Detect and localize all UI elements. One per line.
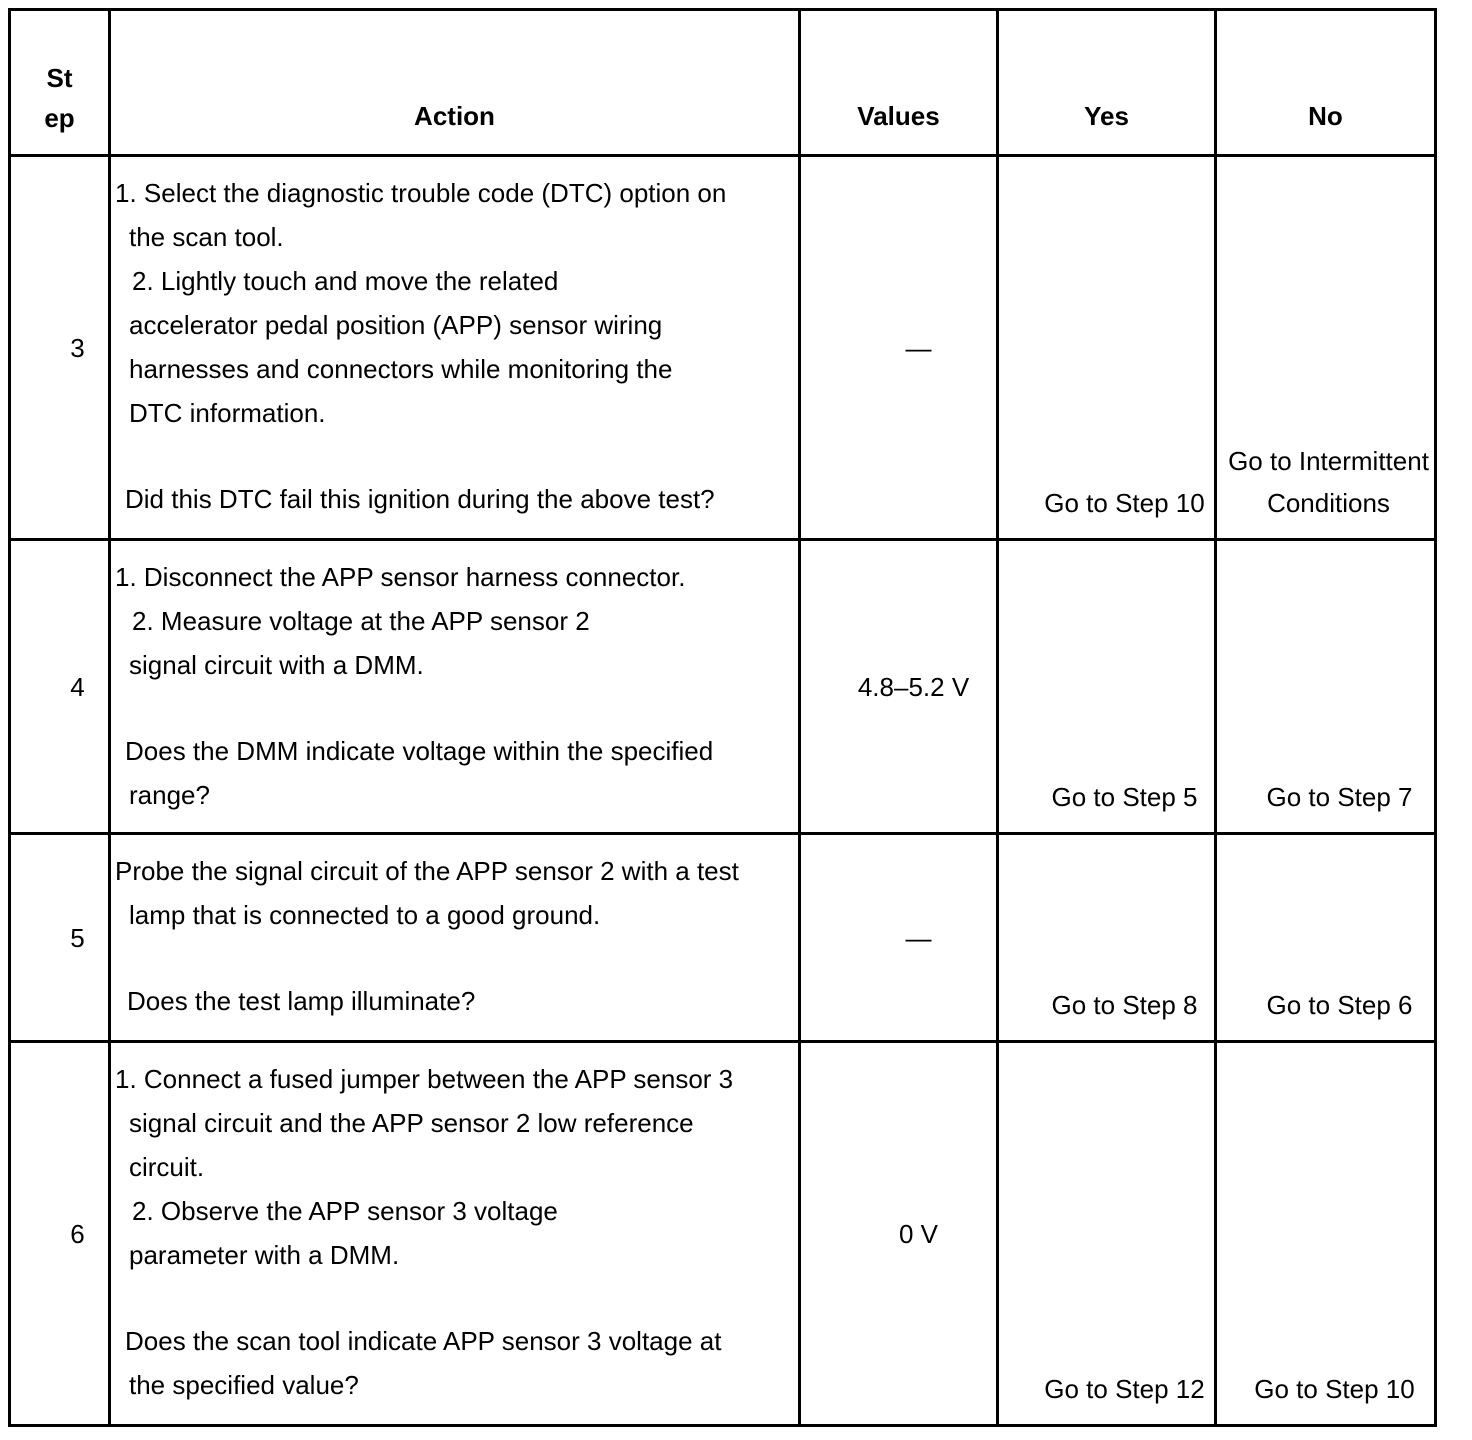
step-number: 4 [10, 540, 110, 834]
spacer [115, 1277, 798, 1319]
header-yes: Yes [998, 10, 1216, 156]
header-action: Action [110, 10, 800, 156]
action-question: Does the DMM indicate voltage within the specified [125, 736, 714, 766]
action-question: Did this DTC fail this ignition during the above test? [125, 484, 715, 514]
yes-cell: Go to Step 5 [998, 540, 1216, 834]
action-line: Probe the signal circuit of the APP sensor 2 with a test [115, 856, 739, 886]
action-cell [110, 156, 800, 540]
action-line: lamp that is connected to a good ground. [129, 900, 601, 930]
table-row-step-3 [10, 156, 1436, 540]
action-line: DTC information. [129, 398, 326, 428]
action-line: harnesses and connectors while monitoring the [129, 354, 673, 384]
action-question: Does the test lamp illuminate? [127, 986, 476, 1016]
header-step-line-1: St [46, 63, 73, 93]
diagnostic-table [8, 8, 1437, 1427]
no-cell-line-2: Conditions [1267, 488, 1390, 518]
table-row-step-5 [10, 834, 1436, 1042]
action-line: 2. Measure voltage at the APP sensor 2 [132, 606, 590, 636]
spacer [115, 687, 798, 729]
header-no: No [1216, 10, 1436, 156]
no-cell-line-1: Go to Intermittent [1228, 446, 1429, 476]
yes-cell: Go to Step 12 [998, 1042, 1216, 1426]
step-number: 3 [10, 156, 110, 540]
value-cell: — [800, 834, 998, 1042]
header-step-line-2: ep [44, 103, 75, 133]
action-line: signal circuit with a DMM. [129, 650, 424, 680]
header-values: Values [800, 10, 998, 156]
action-line: 1. Connect a fused jumper between the APP sensor 3 [115, 1064, 734, 1094]
value-cell: — [800, 156, 998, 540]
no-cell: Go to Step 7 [1216, 540, 1436, 834]
spacer [115, 937, 798, 979]
action-question: Does the scan tool indicate APP sensor 3 voltage at [125, 1326, 722, 1356]
yes-cell: Go to Step 8 [998, 834, 1216, 1042]
yes-cell: Go to Step 10 [998, 156, 1216, 540]
no-cell: Go to Step 10 [1216, 1042, 1436, 1426]
value-cell: 0 V [800, 1042, 998, 1426]
action-line: 1. Disconnect the APP sensor harness connector. [115, 562, 686, 592]
action-line: 2. Observe the APP sensor 3 voltage [132, 1196, 558, 1226]
action-cell [110, 1042, 800, 1426]
step-number: 6 [10, 1042, 110, 1426]
diagnostic-table-container [8, 8, 1437, 1427]
action-cell [110, 540, 800, 834]
spacer [115, 435, 798, 477]
step-number: 5 [10, 834, 110, 1042]
action-line: parameter with a DMM. [129, 1240, 400, 1270]
action-line: circuit. [129, 1152, 205, 1182]
action-line: accelerator pedal position (APP) sensor wiring [129, 310, 663, 340]
action-line: 1. Select the diagnostic trouble code (DTC) option on [115, 178, 727, 208]
action-question: the specified value? [129, 1370, 359, 1400]
action-cell [110, 834, 800, 1042]
no-cell: Go to Step 6 [1216, 834, 1436, 1042]
value-cell: 4.8–5.2 V [800, 540, 998, 834]
action-line: signal circuit and the APP sensor 2 low reference [129, 1108, 694, 1138]
action-question: range? [129, 780, 210, 810]
no-cell [1216, 156, 1436, 540]
action-line: the scan tool. [129, 222, 284, 252]
header-step [10, 10, 110, 156]
action-line: 2. Lightly touch and move the related [132, 266, 559, 296]
table-row-step-4 [10, 540, 1436, 834]
header-row [10, 10, 1436, 156]
table-row-step-6 [10, 1042, 1436, 1426]
